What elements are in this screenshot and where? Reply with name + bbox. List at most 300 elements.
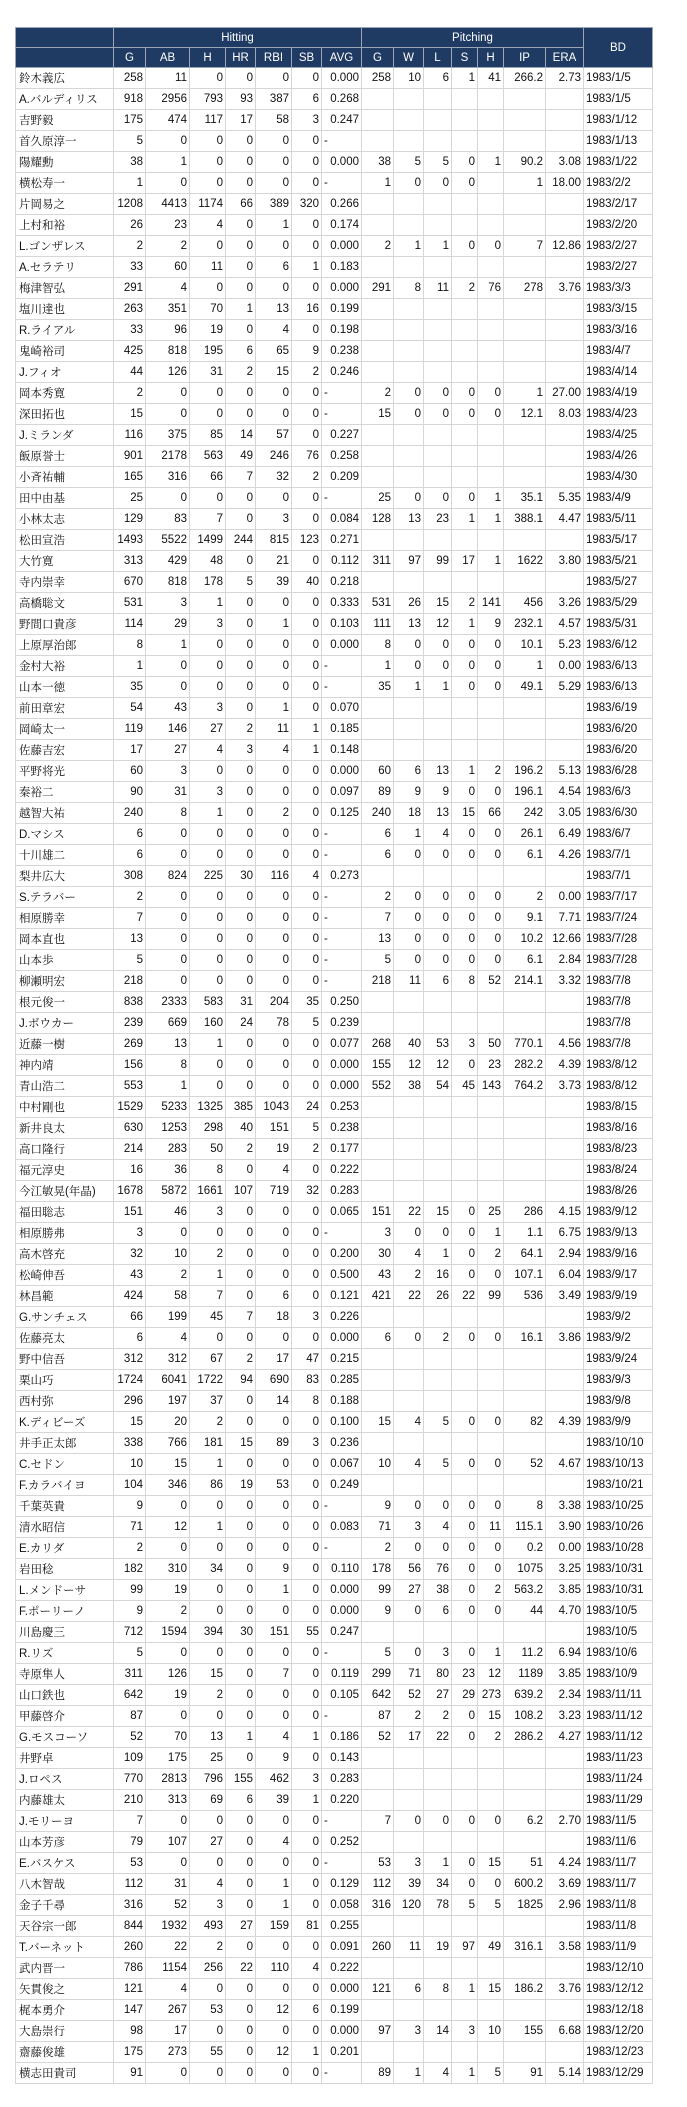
hit-sb-cell: 8 <box>292 1391 322 1412</box>
hit-rbi-cell: 151 <box>256 1622 292 1643</box>
hit-ab-cell: 8 <box>146 803 190 824</box>
pit-w-cell: 0 <box>394 1538 424 1559</box>
hit-g-cell: 129 <box>114 509 146 530</box>
pit-w-cell: 0 <box>394 1328 424 1349</box>
hit-ab-cell: 0 <box>146 404 190 425</box>
hit-sb-cell: 0 <box>292 1412 322 1433</box>
hit-h-cell: 160 <box>190 1013 226 1034</box>
pit-w-cell <box>394 866 424 887</box>
table-row <box>16 1559 653 1580</box>
hit-hr-cell: 7 <box>226 467 256 488</box>
hit-rbi-cell: 1 <box>256 614 292 635</box>
hit-avg-cell: 0.238 <box>322 341 362 362</box>
pit-era-cell <box>546 1307 584 1328</box>
pit-g-cell: 99 <box>362 1580 394 1601</box>
pit-g-cell <box>362 110 394 131</box>
birth-date-cell: 1983/5/27 <box>584 572 653 593</box>
pit-era-cell <box>546 446 584 467</box>
hit-sb-cell: 2 <box>292 362 322 383</box>
hit-ab-cell: 0 <box>146 488 190 509</box>
hit-h-cell: 4 <box>190 215 226 236</box>
pit-g-cell: 87 <box>362 1706 394 1727</box>
table-row <box>16 761 653 782</box>
player-name-cell: 野中信吾 <box>16 1349 114 1370</box>
player-name-cell: J.フィオ <box>16 362 114 383</box>
hit-hr-cell: 0 <box>226 1223 256 1244</box>
hit-rbi-cell: 0 <box>256 404 292 425</box>
hit-g-cell: 79 <box>114 1832 146 1853</box>
pit-w-cell: 1 <box>394 677 424 698</box>
pit-h-cell <box>478 89 504 110</box>
hit-rbi-cell: 1 <box>256 1895 292 1916</box>
hit-h-cell: 256 <box>190 1958 226 1979</box>
player-name-cell: 岡本秀寛 <box>16 383 114 404</box>
hit-sb-cell: 0 <box>292 425 322 446</box>
hit-rbi-cell: 0 <box>256 1538 292 1559</box>
pit-g-cell <box>362 1097 394 1118</box>
pit-ip-cell: 600.2 <box>504 1874 546 1895</box>
pit-g-cell <box>362 1307 394 1328</box>
pit-era-cell: 12.66 <box>546 929 584 950</box>
pit-g-cell: 89 <box>362 782 394 803</box>
birth-date-cell: 1983/10/31 <box>584 1559 653 1580</box>
pit-l-cell: 4 <box>424 824 452 845</box>
pit-g-cell: 3 <box>362 1223 394 1244</box>
hit-g-cell: 147 <box>114 2000 146 2021</box>
pit-s-cell <box>452 1160 478 1181</box>
pit-w-cell: 3 <box>394 1517 424 1538</box>
hit-rbi-cell: 0 <box>256 1265 292 1286</box>
pit-l-cell <box>424 215 452 236</box>
table-row <box>16 1769 653 1790</box>
player-name-cell: 片岡易之 <box>16 194 114 215</box>
birth-date-cell: 1983/11/9 <box>584 1937 653 1958</box>
hit-avg-cell: - <box>322 1223 362 1244</box>
pit-l-cell: 15 <box>424 1202 452 1223</box>
pit-l-cell <box>424 2000 452 2021</box>
birth-date-cell: 1983/6/30 <box>584 803 653 824</box>
hit-avg-cell: - <box>322 845 362 866</box>
birth-date-cell: 1983/2/20 <box>584 215 653 236</box>
col-header-pit-ip: IP <box>504 48 546 68</box>
player-name-cell: 新井良太 <box>16 1118 114 1139</box>
hit-g-cell: 182 <box>114 1559 146 1580</box>
player-name-cell: 山本一徳 <box>16 677 114 698</box>
hit-rbi-cell: 0 <box>256 1496 292 1517</box>
hit-ab-cell: 36 <box>146 1160 190 1181</box>
hit-rbi-cell: 3 <box>256 509 292 530</box>
hit-rbi-cell: 0 <box>256 1979 292 2000</box>
pit-s-cell <box>452 467 478 488</box>
hit-ab-cell: 0 <box>146 845 190 866</box>
pit-era-cell <box>546 1370 584 1391</box>
hit-sb-cell: 76 <box>292 446 322 467</box>
pit-era-cell: 4.15 <box>546 1202 584 1223</box>
player-name-cell: 高橋聡文 <box>16 593 114 614</box>
pit-era-cell: 4.56 <box>546 1034 584 1055</box>
hit-ab-cell: 0 <box>146 1643 190 1664</box>
pit-h-cell: 1 <box>478 488 504 509</box>
hit-g-cell: 214 <box>114 1139 146 1160</box>
hit-hr-cell: 0 <box>226 1160 256 1181</box>
pit-w-cell: 0 <box>394 1601 424 1622</box>
pit-g-cell: 30 <box>362 1244 394 1265</box>
hit-rbi-cell: 57 <box>256 425 292 446</box>
pit-s-cell <box>452 1181 478 1202</box>
hit-g-cell: 1724 <box>114 1370 146 1391</box>
hit-avg-cell: - <box>322 1706 362 1727</box>
pit-l-cell <box>424 992 452 1013</box>
hit-rbi-cell: 0 <box>256 677 292 698</box>
hit-hr-cell: 0 <box>226 761 256 782</box>
hit-h-cell: 0 <box>190 383 226 404</box>
hit-avg-cell: 0.129 <box>322 1874 362 1895</box>
table-row <box>16 614 653 635</box>
pit-l-cell <box>424 1832 452 1853</box>
pit-w-cell: 0 <box>394 1496 424 1517</box>
hit-hr-cell: 0 <box>226 908 256 929</box>
pit-s-cell: 2 <box>452 593 478 614</box>
table-row <box>16 1832 653 1853</box>
pit-l-cell <box>424 572 452 593</box>
pit-w-cell: 52 <box>394 1685 424 1706</box>
pit-era-cell <box>546 194 584 215</box>
hit-rbi-cell: 0 <box>256 635 292 656</box>
hit-hr-cell: 0 <box>226 1706 256 1727</box>
birth-date-cell: 1983/9/12 <box>584 1202 653 1223</box>
pit-era-cell: 6.94 <box>546 1643 584 1664</box>
table-row <box>16 131 653 152</box>
pit-w-cell: 4 <box>394 1244 424 1265</box>
table-row <box>16 1496 653 1517</box>
player-name-cell: G.サンチェス <box>16 1307 114 1328</box>
table-row <box>16 1412 653 1433</box>
hit-h-cell: 0 <box>190 887 226 908</box>
pit-ip-cell: 16.1 <box>504 1328 546 1349</box>
pit-era-cell <box>546 1097 584 1118</box>
player-name-cell: R.ライアル <box>16 320 114 341</box>
hit-g-cell: 2 <box>114 887 146 908</box>
pit-s-cell: 0 <box>452 1454 478 1475</box>
pit-l-cell: 0 <box>424 908 452 929</box>
birth-date-cell: 1983/6/13 <box>584 677 653 698</box>
pit-s-cell: 1 <box>452 761 478 782</box>
pit-era-cell <box>546 2000 584 2021</box>
hit-h-cell: 0 <box>190 1853 226 1874</box>
pit-era-cell: 6.75 <box>546 1223 584 1244</box>
table-row <box>16 1160 653 1181</box>
pit-h-cell <box>478 1391 504 1412</box>
hit-hr-cell: 0 <box>226 656 256 677</box>
birth-date-cell: 1983/9/19 <box>584 1286 653 1307</box>
hit-sb-cell: 6 <box>292 2000 322 2021</box>
pit-s-cell: 1 <box>452 509 478 530</box>
table-row <box>16 1286 653 1307</box>
pit-l-cell <box>424 1307 452 1328</box>
pit-g-cell: 421 <box>362 1286 394 1307</box>
pit-w-cell <box>394 1622 424 1643</box>
hit-g-cell: 71 <box>114 1517 146 1538</box>
pit-ip-cell: 1 <box>504 173 546 194</box>
table-header <box>16 28 653 68</box>
hit-ab-cell: 474 <box>146 110 190 131</box>
hit-rbi-cell: 110 <box>256 1958 292 1979</box>
player-name-cell: 根元俊一 <box>16 992 114 1013</box>
player-name-cell: 松崎伸吾 <box>16 1265 114 1286</box>
player-name-cell: 高木啓充 <box>16 1244 114 1265</box>
hit-g-cell: 114 <box>114 614 146 635</box>
pit-era-cell <box>546 1433 584 1454</box>
hit-g-cell: 33 <box>114 257 146 278</box>
hit-g-cell: 33 <box>114 320 146 341</box>
hit-avg-cell: 0.198 <box>322 320 362 341</box>
col-header-pit-w: W <box>394 48 424 68</box>
pit-era-cell: 8.03 <box>546 404 584 425</box>
table-row <box>16 1328 653 1349</box>
hit-ab-cell: 17 <box>146 2021 190 2042</box>
hit-h-cell: 298 <box>190 1118 226 1139</box>
pit-g-cell <box>362 866 394 887</box>
table-row <box>16 740 653 761</box>
player-name-cell: 近藤一樹 <box>16 1034 114 1055</box>
pit-l-cell: 78 <box>424 1895 452 1916</box>
hit-g-cell: 5 <box>114 131 146 152</box>
pit-g-cell: 8 <box>362 635 394 656</box>
pit-era-cell: 5.23 <box>546 635 584 656</box>
pit-g-cell <box>362 719 394 740</box>
hit-rbi-cell: 1 <box>256 215 292 236</box>
pit-g-cell <box>362 1475 394 1496</box>
pit-s-cell: 0 <box>452 488 478 509</box>
table-row <box>16 929 653 950</box>
pit-s-cell <box>452 320 478 341</box>
pit-l-cell: 5 <box>424 152 452 173</box>
pit-w-cell <box>394 2000 424 2021</box>
pit-l-cell <box>424 719 452 740</box>
hit-sb-cell: 24 <box>292 1097 322 1118</box>
hit-ab-cell: 5872 <box>146 1181 190 1202</box>
pit-w-cell: 0 <box>394 635 424 656</box>
birth-date-cell: 1983/7/8 <box>584 1013 653 1034</box>
hit-hr-cell: 14 <box>226 425 256 446</box>
pit-g-cell <box>362 740 394 761</box>
pit-g-cell <box>362 572 394 593</box>
pit-l-cell: 23 <box>424 509 452 530</box>
hit-g-cell: 1208 <box>114 194 146 215</box>
pit-l-cell: 12 <box>424 614 452 635</box>
pit-h-cell <box>478 131 504 152</box>
hit-ab-cell: 52 <box>146 1895 190 1916</box>
hit-avg-cell: 0.000 <box>322 2021 362 2042</box>
hit-g-cell: 151 <box>114 1202 146 1223</box>
hit-g-cell: 269 <box>114 1034 146 1055</box>
hit-ab-cell: 58 <box>146 1286 190 1307</box>
pit-ip-cell <box>504 1349 546 1370</box>
hit-rbi-cell: 0 <box>256 845 292 866</box>
pit-l-cell: 4 <box>424 1517 452 1538</box>
pit-h-cell <box>478 2042 504 2063</box>
table-row <box>16 89 653 110</box>
pit-ip-cell <box>504 467 546 488</box>
hit-sb-cell: 3 <box>292 1433 322 1454</box>
player-name-cell: 飯原誉士 <box>16 446 114 467</box>
hit-rbi-cell: 0 <box>256 173 292 194</box>
pit-l-cell: 76 <box>424 1559 452 1580</box>
player-name-cell: 福田聡志 <box>16 1202 114 1223</box>
pit-s-cell: 15 <box>452 803 478 824</box>
hit-rbi-cell: 0 <box>256 1811 292 1832</box>
pit-w-cell: 120 <box>394 1895 424 1916</box>
hit-sb-cell: 320 <box>292 194 322 215</box>
table-row <box>16 467 653 488</box>
pit-ip-cell <box>504 1790 546 1811</box>
player-name-cell: 井手正太郎 <box>16 1433 114 1454</box>
hit-h-cell: 0 <box>190 635 226 656</box>
pit-h-cell: 1 <box>478 1643 504 1664</box>
player-name-cell: 野間口貴彦 <box>16 614 114 635</box>
player-name-cell: 前田章宏 <box>16 698 114 719</box>
pit-w-cell: 8 <box>394 278 424 299</box>
hit-g-cell: 291 <box>114 278 146 299</box>
pit-h-cell: 0 <box>478 929 504 950</box>
pit-era-cell <box>546 1622 584 1643</box>
pit-w-cell <box>394 467 424 488</box>
pit-era-cell <box>546 719 584 740</box>
hit-h-cell: 0 <box>190 1580 226 1601</box>
birth-date-cell: 1983/6/13 <box>584 656 653 677</box>
hit-sb-cell: 0 <box>292 887 322 908</box>
pit-ip-cell: 64.1 <box>504 1244 546 1265</box>
pit-ip-cell: 388.1 <box>504 509 546 530</box>
hit-hr-cell: 17 <box>226 110 256 131</box>
hit-ab-cell: 351 <box>146 299 190 320</box>
pit-g-cell <box>362 467 394 488</box>
hit-g-cell: 9 <box>114 1601 146 1622</box>
pit-g-cell <box>362 341 394 362</box>
birth-date-cell: 1983/1/5 <box>584 89 653 110</box>
pit-g-cell: 60 <box>362 761 394 782</box>
pit-w-cell <box>394 1769 424 1790</box>
pit-s-cell: 0 <box>452 635 478 656</box>
pit-era-cell: 2.73 <box>546 68 584 89</box>
table-row <box>16 572 653 593</box>
pit-w-cell: 6 <box>394 1979 424 2000</box>
table-row <box>16 1307 653 1328</box>
player-name-cell: 福元淳史 <box>16 1160 114 1181</box>
hit-ab-cell: 60 <box>146 257 190 278</box>
table-row <box>16 992 653 1013</box>
table-row <box>16 2063 653 2084</box>
pit-ip-cell <box>504 2000 546 2021</box>
hit-rbi-cell: 4 <box>256 1727 292 1748</box>
hit-h-cell: 0 <box>190 152 226 173</box>
pit-s-cell: 0 <box>452 887 478 908</box>
hit-hr-cell: 30 <box>226 866 256 887</box>
pit-l-cell: 54 <box>424 1076 452 1097</box>
hit-avg-cell: 0.070 <box>322 698 362 719</box>
player-name-cell: 越智大祐 <box>16 803 114 824</box>
hit-g-cell: 99 <box>114 1580 146 1601</box>
table-row <box>16 173 653 194</box>
pit-l-cell: 34 <box>424 1874 452 1895</box>
player-name-cell: 栗山巧 <box>16 1370 114 1391</box>
pit-h-cell: 0 <box>478 1328 504 1349</box>
pit-ip-cell: 282.2 <box>504 1055 546 1076</box>
hit-rbi-cell: 14 <box>256 1391 292 1412</box>
hit-rbi-cell: 9 <box>256 1559 292 1580</box>
pit-ip-cell <box>504 1181 546 1202</box>
hit-h-cell: 69 <box>190 1790 226 1811</box>
birth-date-cell: 1983/8/23 <box>584 1139 653 1160</box>
pit-g-cell: 299 <box>362 1664 394 1685</box>
pit-era-cell: 0.00 <box>546 1538 584 1559</box>
col-header-hit-h: H <box>190 48 226 68</box>
birth-date-cell: 1983/12/23 <box>584 2042 653 2063</box>
pit-l-cell: 2 <box>424 1706 452 1727</box>
pit-g-cell: 121 <box>362 1979 394 2000</box>
hit-avg-cell: 0.000 <box>322 1076 362 1097</box>
player-name-cell: 岡崎太一 <box>16 719 114 740</box>
hit-ab-cell: 70 <box>146 1727 190 1748</box>
pit-h-cell: 0 <box>478 677 504 698</box>
hit-h-cell: 796 <box>190 1769 226 1790</box>
table-row <box>16 2042 653 2063</box>
hit-avg-cell: 0.121 <box>322 1286 362 1307</box>
player-name-cell: 寺原隼人 <box>16 1664 114 1685</box>
hit-g-cell: 258 <box>114 68 146 89</box>
hit-g-cell: 43 <box>114 1265 146 1286</box>
pit-s-cell: 0 <box>452 1517 478 1538</box>
hit-sb-cell: 0 <box>292 1874 322 1895</box>
hit-sb-cell: 0 <box>292 1832 322 1853</box>
hit-ab-cell: 2 <box>146 1265 190 1286</box>
pit-s-cell: 29 <box>452 1685 478 1706</box>
pit-h-cell: 15 <box>478 1979 504 2000</box>
hit-rbi-cell: 0 <box>256 131 292 152</box>
hit-sb-cell: 1 <box>292 719 322 740</box>
pit-l-cell <box>424 257 452 278</box>
table-row <box>16 1475 653 1496</box>
player-name-cell: D.マシス <box>16 824 114 845</box>
pit-era-cell <box>546 1832 584 1853</box>
hit-ab-cell: 0 <box>146 1811 190 1832</box>
hit-h-cell: 7 <box>190 509 226 530</box>
birth-date-cell: 1983/11/8 <box>584 1895 653 1916</box>
pit-l-cell: 0 <box>424 173 452 194</box>
pit-g-cell: 552 <box>362 1076 394 1097</box>
pit-w-cell <box>394 425 424 446</box>
hit-hr-cell: 0 <box>226 1391 256 1412</box>
hit-rbi-cell: 0 <box>256 1937 292 1958</box>
hit-hr-cell: 0 <box>226 1286 256 1307</box>
pit-ip-cell: 1075 <box>504 1559 546 1580</box>
pit-g-cell: 260 <box>362 1937 394 1958</box>
pit-l-cell <box>424 1160 452 1181</box>
pit-w-cell: 6 <box>394 761 424 782</box>
pit-g-cell <box>362 1370 394 1391</box>
hit-rbi-cell: 1 <box>256 1580 292 1601</box>
hit-g-cell: 175 <box>114 2042 146 2063</box>
table-row <box>16 1370 653 1391</box>
hit-sb-cell: 3 <box>292 110 322 131</box>
hit-avg-cell: 0.283 <box>322 1769 362 1790</box>
hit-avg-cell: 0.000 <box>322 68 362 89</box>
hit-rbi-cell: 18 <box>256 1307 292 1328</box>
pit-l-cell <box>424 1790 452 1811</box>
pit-era-cell <box>546 131 584 152</box>
hit-hr-cell: 0 <box>226 2042 256 2063</box>
pit-s-cell <box>452 1622 478 1643</box>
